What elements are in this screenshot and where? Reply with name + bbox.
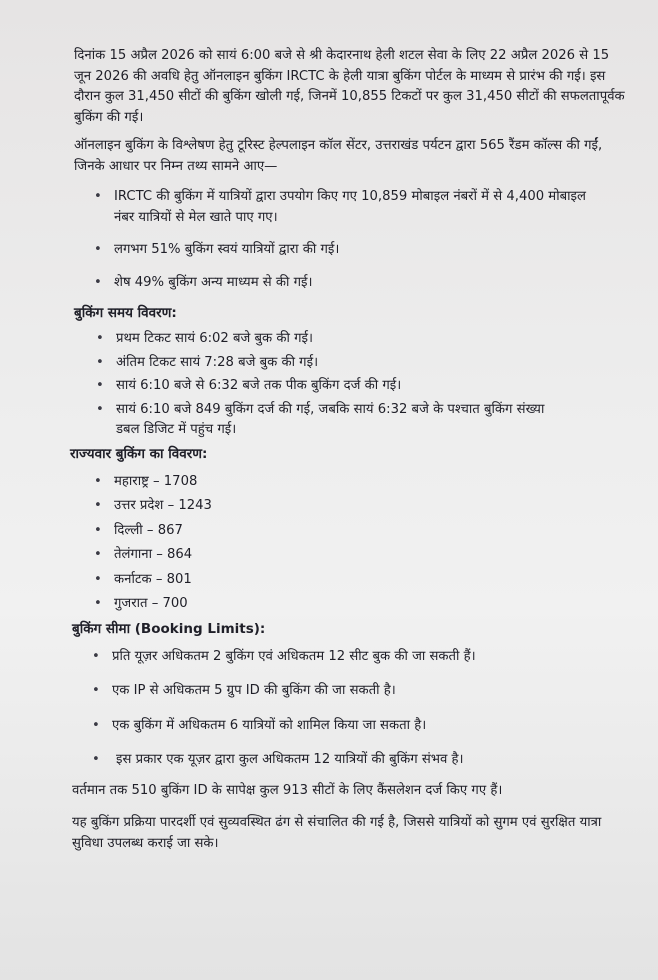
list-item: • गुजरात – 700 (114, 594, 628, 615)
state-heading: राज्यवार बुकिंग का विवरण: (70, 445, 208, 462)
intro-paragraph: दिनांक 15 अप्रैल 2026 को सायं 6:00 बजे से श्री केदारनाथ हेली शटल सेवा के लिए 22 अप्रैल 2026 से 15 जून 2026 की अवधि हेतु ऑनलाइन बुकिंग IRCTC के हेली यात्रा बुकिंग पोर्टल के माध्यम से प्रारंभ की गई। इस दौरान कुल 31,450 सीटों की बुकिंग खोली गई, जिनमें 10,855 टिकटों पर कुल 31,450 सीटों की सफलतापूर्वक बुकिंग की गई। (74, 48, 625, 125)
list-item: • IRCTC की बुकिंग में यात्रियों द्वारा उपयोग किए गए 10,859 मोबाइल नंबरों में से 4,400 मोबाइल नंबर यात्रियों से मेल खाते पाए गए। (114, 187, 628, 228)
list-item: • लगभग 51% बुकिंग स्वयं यात्रियों द्वारा की गई। (114, 240, 628, 261)
list-item: • एक IP से अधिकतम 5 ग्रुप ID की बुकिंग की जा सकती है। (112, 681, 628, 702)
list-item: • कर्नाटक – 801 (114, 570, 628, 591)
list-item: • सायं 6:10 बजे से 6:32 बजे तक पीक बुकिंग दर्ज की गई। (116, 376, 628, 397)
list-item: • एक बुकिंग में अधिकतम 6 यात्रियों को शामिल किया जा सकता है। (112, 716, 628, 737)
list-item: • महाराष्ट्र – 1708 (114, 472, 628, 493)
list-item: • प्रति यूज़र अधिकतम 2 बुकिंग एवं अधिकतम 12 सीट बुक की जा सकती हैं। (112, 647, 628, 668)
conclusion-paragraph: यह बुकिंग प्रक्रिया पारदर्शी एवं सुव्यवस्थित ढंग से संचालित की गई है, जिससे यात्रियों को सुगम एवं सुरक्षित यात्रा सुविधा उपलब्ध कराई जा सके। (72, 815, 602, 851)
booking-time-heading: बुकिंग समय विवरण: (74, 305, 177, 321)
state-list (74, 472, 628, 615)
list-item: • दिल्ली – 867 (114, 521, 628, 542)
limits-heading: बुकिंग सीमा (Booking Limits): (72, 620, 266, 637)
list-item: • सायं 6:10 बजे 849 बुकिंग दर्ज की गई, जबकि सायं 6:32 बजे के पश्चात बुकिंग संख्या डबल डिजिट में पहुंच गई। (116, 400, 628, 441)
list-item: • उत्तर प्रदेश – 1243 (114, 496, 628, 517)
list-item: • अंतिम टिकट सायं 7:28 बजे बुक की गई। (116, 353, 628, 374)
list-item: • प्रथम टिकट सायं 6:02 बजे बुक की गई। (116, 329, 628, 350)
booking-time-list (74, 329, 628, 441)
list-item: • शेष 49% बुकिंग अन्य माध्यम से की गई। (114, 273, 628, 294)
cancellation-paragraph: वर्तमान तक 510 बुकिंग ID के सापेक्ष कुल 913 सीटों के लिए कैंसलेशन दर्ज किए गए हैं। (72, 782, 503, 798)
list-item: • इस प्रकार एक यूज़र द्वारा कुल अधिकतम 12 यात्रियों की बुकिंग संभव है। (112, 750, 628, 771)
analysis-paragraph: ऑनलाइन बुकिंग के विश्लेषण हेतु टूरिस्ट हेल्पलाइन कॉल सेंटर, उत्तराखंड पर्यटन द्वारा 565 रैंडम कॉल्स की गईं, जिनके आधार पर निम्न तथ्य सामने आए— (74, 138, 603, 174)
list-item: • तेलंगाना – 864 (114, 545, 628, 566)
analysis-list (74, 187, 628, 293)
limits-list (74, 647, 628, 771)
